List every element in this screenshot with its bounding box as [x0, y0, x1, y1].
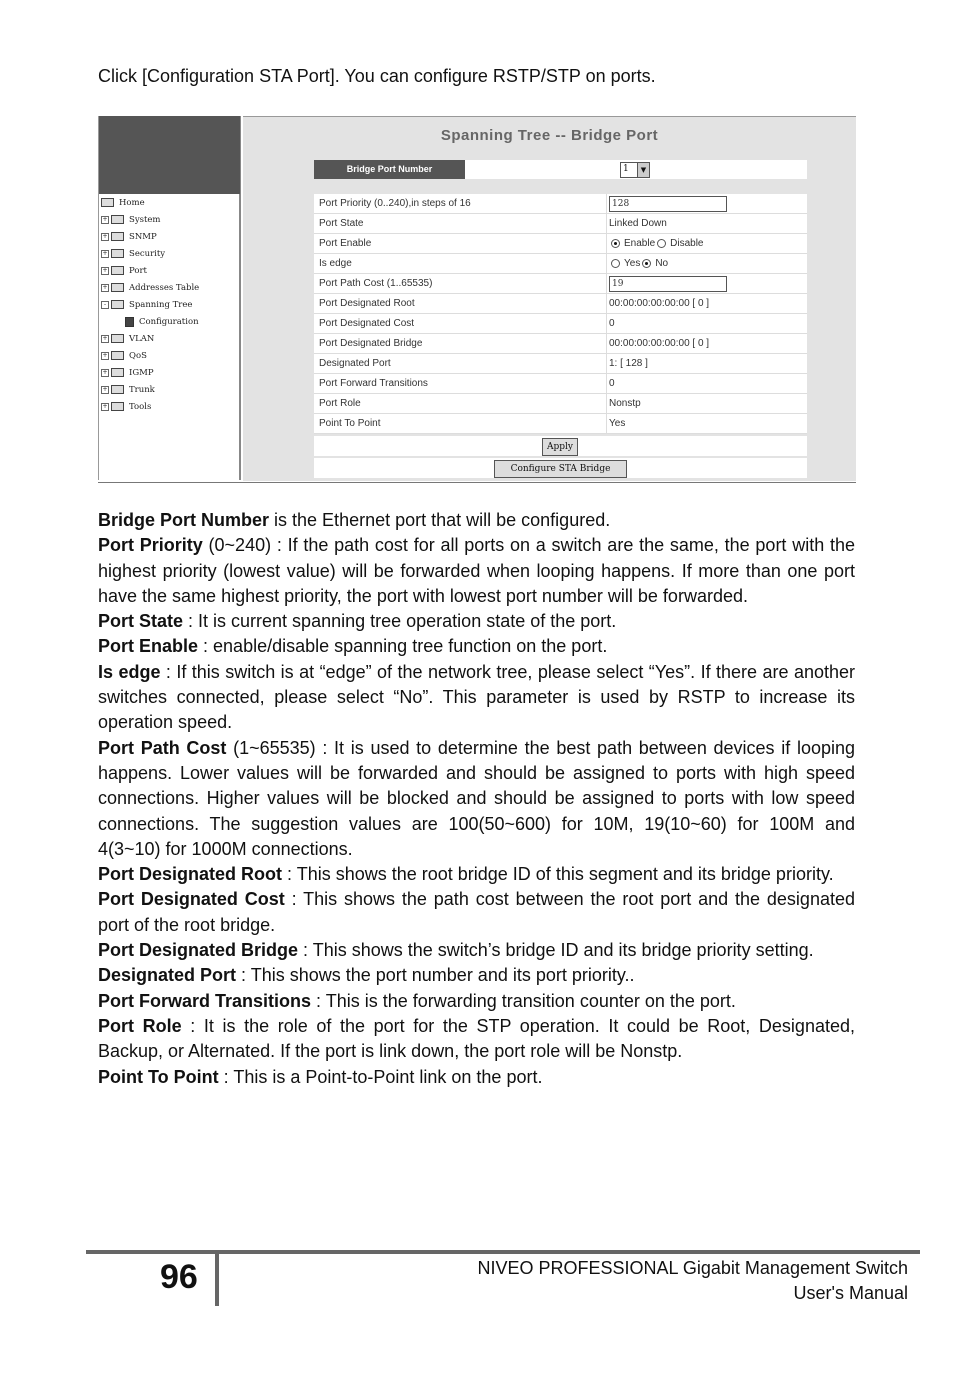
- sidebar-item-label: IGMP: [129, 368, 154, 378]
- bridge-port-value: 1: [623, 164, 629, 174]
- expand-icon[interactable]: +: [102, 283, 108, 291]
- paragraph: [98, 533, 855, 609]
- expand-icon[interactable]: +: [102, 249, 108, 257]
- folder-icon: [111, 351, 124, 360]
- setting-label: Port Designated Cost: [314, 314, 607, 334]
- table-row: [314, 234, 807, 254]
- radio-label: Yes: [624, 258, 641, 269]
- sidebar-item-label: VLAN: [129, 334, 155, 344]
- paragraph-text: : This is the forwarding transition counter on the port.: [311, 990, 736, 1011]
- folder-icon: [111, 385, 124, 394]
- page-title: Spanning Tree -- Bridge Port: [440, 127, 659, 144]
- paragraph-text: : This is a Point-to-Point link on the port.: [218, 1066, 543, 1087]
- paragraph: [98, 508, 855, 533]
- setting-value: [607, 254, 808, 274]
- setting-label: Port Enable: [314, 234, 607, 254]
- sidebar-item-snmp[interactable]: [101, 229, 157, 245]
- setting-input[interactable]: 128: [609, 196, 727, 212]
- paragraph-term: Port Designated Cost: [98, 889, 285, 910]
- chevron-down-icon[interactable]: ▼: [637, 163, 649, 177]
- setting-label: Designated Port: [314, 354, 607, 374]
- setting-label: Port Forward Transitions: [314, 374, 607, 394]
- paragraph: [98, 938, 855, 963]
- radio-disable[interactable]: [657, 239, 666, 248]
- setting-value: [607, 194, 808, 214]
- screenshot-figure: [98, 116, 856, 483]
- paragraph: [98, 1014, 855, 1065]
- setting-value: 00:00:00:00:00:00 [ 0 ]: [607, 294, 808, 314]
- sidebar-item-label: Configuration: [139, 317, 199, 327]
- table-row: [314, 254, 807, 274]
- paragraph-term: Port Role: [98, 1015, 182, 1036]
- folder-icon: [111, 232, 124, 241]
- sidebar-item-igmp[interactable]: [101, 365, 154, 381]
- setting-label: Port Role: [314, 394, 607, 414]
- setting-value: [607, 274, 808, 294]
- table-row: [314, 314, 807, 334]
- sidebar-item-label: Tools: [129, 402, 152, 412]
- paragraph: [98, 634, 855, 659]
- paragraph-term: Designated Port: [98, 965, 237, 986]
- footer-divider: [215, 1254, 219, 1306]
- sidebar-item-port[interactable]: [101, 263, 147, 279]
- setting-value: Nonstp: [607, 394, 808, 414]
- paragraph-text: is the Ethernet port that will be configured.: [269, 510, 611, 530]
- sidebar-item-label: System: [129, 215, 161, 225]
- description-text: [98, 508, 855, 1090]
- radio-label: Disable: [670, 238, 704, 249]
- sidebar-item-vlan[interactable]: [101, 331, 154, 347]
- sidebar-item-trunk[interactable]: [101, 382, 155, 398]
- sidebar-item-label: Port: [129, 266, 147, 276]
- expand-icon[interactable]: +: [102, 266, 108, 274]
- sidebar-item-spanning-tree[interactable]: [101, 297, 192, 313]
- sidebar-item-qos[interactable]: [101, 348, 147, 364]
- folder-icon: [111, 215, 124, 224]
- sidebar-item-security[interactable]: [101, 246, 165, 262]
- paragraph-term: Port Enable: [98, 636, 199, 657]
- table-row: [314, 214, 807, 234]
- paragraph: [98, 963, 855, 988]
- sidebar-item-configuration[interactable]: [125, 314, 199, 330]
- setting-value: 0: [607, 374, 808, 394]
- page-number: 96: [160, 1258, 198, 1296]
- sidebar-banner: [99, 116, 240, 194]
- folder-icon: [111, 249, 124, 258]
- bridge-port-label: Bridge Port Number: [314, 160, 465, 179]
- sidebar-item-label: Addresses Table: [129, 283, 200, 293]
- setting-label: Is edge: [314, 254, 607, 274]
- expand-icon[interactable]: +: [102, 215, 108, 223]
- paragraph: [98, 989, 855, 1014]
- paragraph: [98, 609, 855, 634]
- footer-rule: [86, 1250, 920, 1254]
- sidebar-item-tools[interactable]: [101, 399, 151, 415]
- table-row: [314, 394, 807, 414]
- sidebar-item-label: Trunk: [129, 385, 155, 395]
- paragraph-term: Point To Point: [98, 1066, 219, 1087]
- folder-icon: [111, 300, 124, 309]
- sidebar-item-label: SNMP: [129, 232, 157, 242]
- paragraph-text: : This shows the path cost between the root port and the designated port of the root bridge.: [98, 889, 855, 935]
- collapse-icon[interactable]: -: [101, 301, 109, 309]
- table-row: [314, 294, 807, 314]
- expand-icon[interactable]: +: [102, 334, 108, 342]
- home-icon: [101, 198, 114, 207]
- sidebar-item-home[interactable]: [101, 195, 145, 211]
- setting-value: Linked Down: [607, 214, 808, 234]
- expand-icon[interactable]: +: [102, 368, 108, 376]
- paragraph-term: Port State: [98, 611, 184, 632]
- intro-text: Click [Configuration STA Port]. You can configure RSTP/STP on ports.: [98, 66, 656, 86]
- paragraph-term: Is edge: [98, 661, 161, 682]
- setting-label: Point To Point: [314, 414, 607, 434]
- paragraph-text: : This shows the switch’s bridge ID and its bridge priority setting.: [298, 940, 814, 961]
- radio-yes[interactable]: [611, 259, 620, 268]
- folder-icon: [111, 334, 124, 343]
- main-panel: [243, 116, 856, 481]
- table-row: [314, 354, 807, 374]
- paragraph-text: : This shows the root bridge ID of this segment and its bridge priority.: [282, 864, 834, 885]
- paragraph-term: Port Designated Root: [98, 864, 283, 885]
- radio-no[interactable]: [642, 259, 651, 268]
- setting-input[interactable]: 19: [609, 276, 727, 292]
- footer-line-2: User's Manual: [793, 1283, 908, 1303]
- sidebar-item-addresses-table[interactable]: [101, 280, 199, 296]
- paragraph: [98, 887, 855, 938]
- bridge-port-select[interactable]: [620, 162, 650, 178]
- setting-label: Port Designated Bridge: [314, 334, 607, 354]
- folder-icon: [111, 402, 124, 411]
- setting-value: Yes: [607, 414, 808, 434]
- radio-enable[interactable]: [611, 239, 620, 248]
- paragraph-text: : enable/disable spanning tree function on the port.: [198, 636, 608, 657]
- apply-row: [314, 436, 807, 456]
- paragraph-text: : It is current spanning tree operation state of the port.: [183, 611, 617, 632]
- folder-icon: [111, 283, 124, 292]
- sidebar-item-label: Security: [129, 249, 166, 259]
- setting-label: Port Path Cost (1..65535): [314, 274, 607, 294]
- apply-button[interactable]: Apply: [542, 438, 578, 456]
- footer-line-1: NIVEO PROFESSIONAL Gigabit Management Switch: [477, 1258, 908, 1278]
- table-row: [314, 194, 807, 214]
- sidebar-item-label: QoS: [129, 351, 147, 361]
- paragraph-term: Port Path Cost: [98, 737, 227, 758]
- paragraph-term: Port Designated Bridge: [98, 940, 299, 961]
- expand-icon[interactable]: +: [102, 351, 108, 359]
- radio-label: Enable: [624, 238, 656, 249]
- paragraph-text: (1~65535) : It is used to determine the best path between devices if looping happens. Lower values will be forwarded and should be assigned to ports with high speed connections. Higher values will be blocked and should be assigned to ports with low speed connections. The suggestion values are 100(50~600) for 10M, 19(10~60) for 100M and 4(3~10) for 1000M connections.: [98, 737, 855, 859]
- paragraph: [98, 1065, 855, 1090]
- folder-icon: [111, 266, 124, 275]
- footer-title: [478, 1256, 909, 1306]
- setting-label: Port Designated Root: [314, 294, 607, 314]
- page-icon: [125, 317, 134, 327]
- paragraph: [98, 660, 855, 736]
- folder-icon: [111, 368, 124, 377]
- sidebar-item-label: Spanning Tree: [129, 300, 193, 310]
- table-row: [314, 274, 807, 294]
- paragraph-text: : This shows the port number and its port priority..: [236, 965, 635, 986]
- sidebar: [98, 116, 241, 480]
- paragraph-term: Bridge Port Number: [98, 510, 270, 530]
- bridge-port-row: [314, 160, 807, 179]
- expand-icon[interactable]: +: [102, 232, 108, 240]
- expand-icon[interactable]: +: [102, 402, 108, 410]
- paragraph-term: Port Forward Transitions: [98, 990, 312, 1011]
- setting-label: Port Priority (0..240),in steps of 16: [314, 194, 607, 214]
- setting-value: 00:00:00:00:00:00 [ 0 ]: [607, 334, 808, 354]
- sidebar-item-system[interactable]: [101, 212, 161, 228]
- table-row: [314, 334, 807, 354]
- config-bridge-row: [314, 458, 807, 478]
- setting-value: [607, 234, 808, 254]
- paragraph-text: : If this switch is at “edge” of the network tree, please select “Yes”. If there are another switches connected, please select “No”. This parameter is used by RSTP to increase its operation speed.: [98, 661, 856, 733]
- sidebar-item-label: Home: [119, 198, 145, 208]
- setting-label: Port State: [314, 214, 607, 234]
- port-settings-table: [314, 194, 807, 434]
- paragraph-text: : It is the role of the port for the STP operation. It could be Root, Designated, Backup, or Alternated. If the port is link down, the port role will be Nonstp.: [98, 1015, 855, 1062]
- expand-icon[interactable]: +: [102, 385, 108, 393]
- setting-value: 1: [ 128 ]: [607, 354, 808, 374]
- paragraph-term: Port Priority: [98, 535, 203, 556]
- paragraph-text: (0~240) : If the path cost for all ports on a switch are the same, the port with the highest priority (lowest value) will be forwarded when looping happens. If more than one port have the same highest priority, the port with lowest port number will be forwarded.: [98, 535, 855, 606]
- configure-sta-bridge-button[interactable]: Configure STA Bridge: [494, 460, 627, 478]
- table-row: [314, 374, 807, 394]
- setting-value: 0: [607, 314, 808, 334]
- table-row: [314, 414, 807, 434]
- paragraph: [98, 736, 855, 862]
- paragraph: [98, 862, 855, 887]
- radio-label: No: [655, 258, 669, 269]
